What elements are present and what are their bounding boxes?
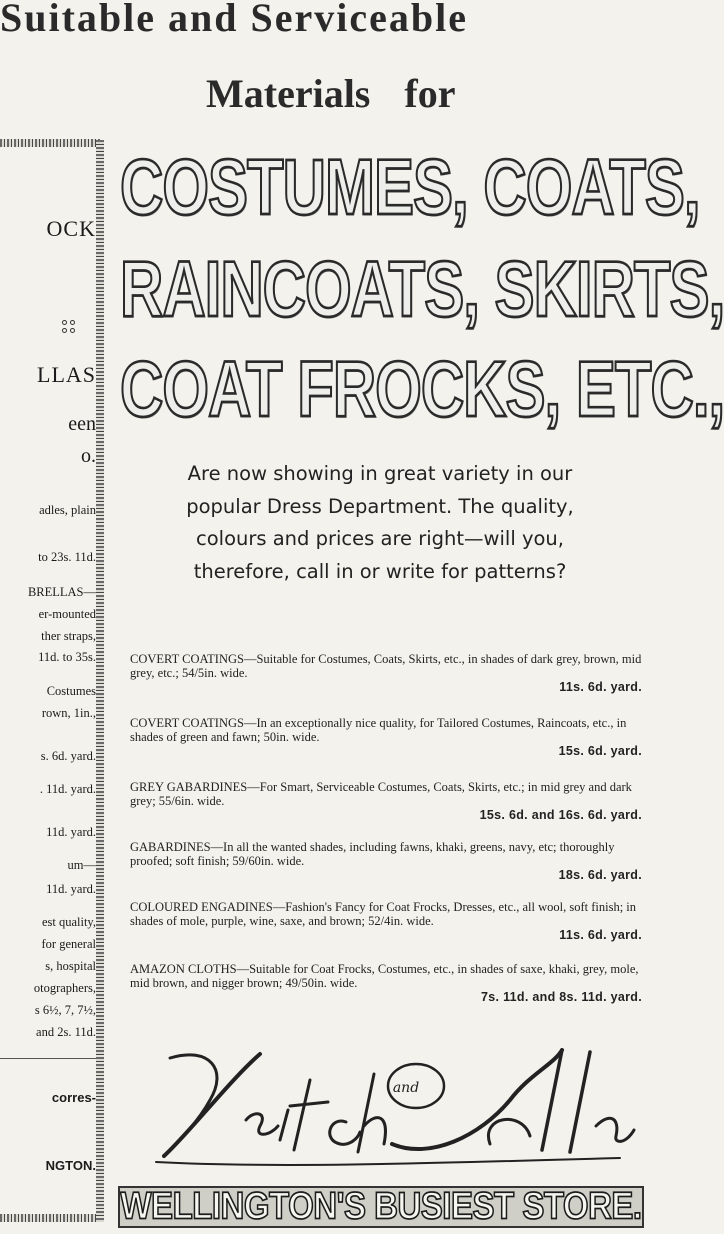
item-price: 7s. 11d. and 8s. 11d. yard.: [481, 990, 642, 1004]
item-description: COVERT COATINGS—Suitable for Costumes, Coats, Skirts, etc., in shades of dark grey, brown, mid grey, etc.; 54/5in. wide.: [130, 652, 642, 680]
left-col-line: and 2s. 11d.: [36, 1025, 96, 1039]
item-gabardines: [130, 840, 642, 882]
slogan-text: WELLINGTON'S BUSIEST STORE.: [120, 1184, 642, 1227]
item-grey-gabardines: [130, 780, 642, 822]
item-coloured-engadines: [130, 900, 642, 942]
headline-suitable-serviceable: Suitable and Serviceable: [0, 0, 469, 40]
big-heading-coat-frocks: COAT FROCKS, ETC.,: [120, 344, 724, 434]
item-price: 15s. 6d. and 16s. 6d. yard.: [479, 808, 642, 822]
svg-text:and: and: [392, 1080, 420, 1096]
left-column-advert: [0, 140, 100, 1234]
left-col-line: o.: [81, 445, 96, 467]
left-col-line: . 11d. yard.: [39, 782, 96, 796]
left-col-line: ther straps,: [41, 629, 96, 643]
left-col-line: BRELLAS—: [27, 585, 96, 599]
left-col-line: NGTON.: [45, 1158, 96, 1173]
left-col-line: s. 6d. yard.: [40, 749, 96, 763]
left-col-divider: [0, 1058, 100, 1059]
item-covert-coatings-1: [130, 652, 642, 694]
item-price: 18s. 6d. yard.: [558, 868, 642, 882]
left-col-line: Costumes: [46, 684, 96, 698]
item-description: COVERT COATINGS—In an exceptionally nice quality, for Tailored Costumes, Raincoats, etc., in shades of green and fawn; 50in. wide.: [130, 716, 627, 744]
ornament-dots-icon: [62, 320, 76, 336]
left-col-line: adles, plain: [39, 503, 96, 517]
left-col-line: rown, 1in.,: [41, 706, 96, 720]
left-col-line: to 23s. 11d.: [38, 550, 96, 564]
big-heading-costumes-coats: COSTUMES, COATS,: [120, 142, 700, 232]
item-price: 15s. 6d. yard.: [558, 744, 642, 758]
left-col-line: um—: [67, 858, 96, 872]
left-col-line: for general: [41, 937, 96, 951]
headline-materials-for: Materials for: [206, 71, 456, 116]
item-price: 11s. 6d. yard.: [559, 928, 642, 942]
veitch-and-allan-logo: [150, 1040, 646, 1168]
left-column-bottom-border: [0, 1214, 100, 1222]
item-description: GABARDINES—In all the wanted shades, including fawns, khaki, greens, navy, etc; thoroughly proofed; soft finish; 59/60in. wide.: [130, 840, 615, 868]
left-col-line: s, hospital: [45, 959, 96, 973]
left-col-line: est quality,: [41, 915, 96, 929]
left-col-line: OCK: [46, 216, 96, 241]
item-price: 11s. 6d. yard.: [559, 680, 642, 694]
left-col-line: 11d. yard.: [46, 825, 96, 839]
item-amazon-cloths: [130, 962, 642, 1004]
left-col-line: otographers,: [33, 981, 96, 995]
left-col-line: 11d. to 35s.: [38, 650, 96, 664]
item-description: COLOURED ENGADINES—Fashion's Fancy for Coat Frocks, Dresses, etc., all wool, soft finish; in shades of mole, purple, wine, saxe, and brown; 52/4in. wide.: [130, 900, 637, 928]
left-col-line: corres-: [51, 1090, 96, 1105]
left-col-line: s 6½, 7, 7½,: [34, 1003, 96, 1017]
item-description: AMAZON CLOTHS—Suitable for Coat Frocks, Costumes, etc., in shades of saxe, khaki, grey, mole, mid brown, and nigger brown; 49/50in. wide.: [130, 962, 639, 990]
left-col-line: er-mounted: [38, 607, 96, 621]
left-col-line: 11d. yard.: [46, 882, 96, 896]
big-heading-raincoats-skirts: RAINCOATS, SKIRTS,: [120, 244, 724, 334]
left-col-line: een: [68, 413, 96, 435]
item-description: GREY GABARDINES—For Smart, Serviceable Costumes, Coats, Skirts, etc.; in mid grey and dark grey; 55/6in. wide.: [130, 780, 632, 808]
item-covert-coatings-2: [130, 716, 642, 758]
left-col-line: LLAS: [37, 362, 96, 387]
column-separator-border: [96, 140, 104, 1222]
intro-paragraph: Are now showing in great variety in our popular Dress Department. The quality, colours and prices are right—will you, therefore, call in or write for patterns?: [186, 462, 574, 583]
